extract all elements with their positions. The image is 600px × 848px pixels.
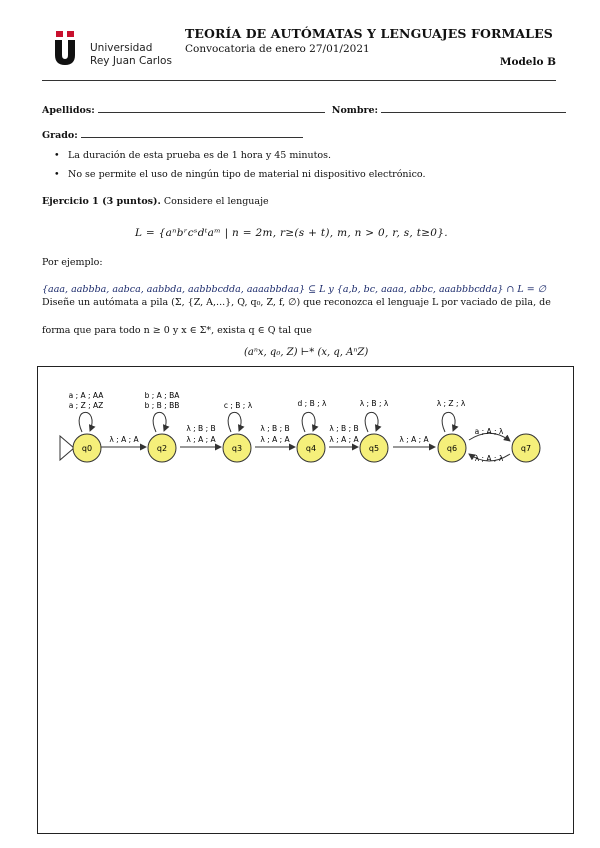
state-label: q3 [231, 444, 243, 453]
loop-label: λ ; B ; λ [359, 399, 389, 408]
design-instruction: Diseñe un autómata a pila (Σ, {Z, A,...}, Q, q₀, Z, f, ∅) que reconozca el lenguaje L por vaciado de pila, de [42, 297, 551, 308]
example-sets: {aaa, aabbba, aabca, aabbda, aabbbcdda, aaaabbdaa} ⊆ L y {a,b, bc, aaaa, abbc, aaabbbcdda} ∩ L = ∅ [42, 284, 546, 295]
edge-label: λ ; B ; B [186, 424, 216, 433]
grado-label: Grado: [42, 130, 78, 141]
state-q7[interactable] [512, 434, 540, 462]
loop-q5 [365, 412, 378, 432]
loop-q0 [79, 412, 92, 432]
nombre-label: Nombre: [331, 105, 379, 116]
edge-label: λ ; A ; A [329, 435, 359, 444]
state-q4[interactable] [297, 434, 325, 462]
exam-date: Convocatoria de enero 27/01/2021 [185, 43, 370, 55]
edge-label: λ ; A ; A [109, 435, 139, 444]
apellidos-label: Apellidos: [42, 105, 95, 116]
derivation-formula: (aⁿx, q₀, Z) ⊢* (x, q, AⁿZ) [244, 347, 369, 358]
edge-label: λ ; A ; A [260, 435, 290, 444]
state-q2[interactable] [148, 434, 176, 462]
university-line-1: Universidad [90, 42, 153, 54]
university-line-2: Rey Juan Carlos [90, 55, 172, 67]
exam-model: Modelo B [499, 56, 556, 68]
rule-item: • La duración de esta prueba es de 1 hora y 45 minutos. [48, 150, 548, 161]
loop-q3 [228, 412, 241, 432]
edge-label: λ ; A ; λ [474, 454, 504, 463]
loop-label: λ ; Z ; λ [436, 399, 466, 408]
loop-label: b ; A ; BA [144, 391, 180, 400]
state-label: q5 [368, 444, 380, 453]
edge-label: λ ; A ; A [186, 435, 216, 444]
loop-q2 [153, 412, 166, 432]
loop-label: a ; Z ; AZ [68, 401, 104, 410]
edge-label: λ ; B ; B [329, 424, 359, 433]
loop-q4 [302, 412, 315, 432]
edge-label: λ ; A ; A [399, 435, 429, 444]
state-label: q0 [81, 444, 93, 453]
initial-state-arrow [60, 436, 74, 460]
loop-label: b ; B ; BB [144, 401, 180, 410]
rule-item: • No se permite el uso de ningún tipo de material ni dispositivo electrónico. [48, 169, 548, 180]
por-ejemplo-label: Por ejemplo: [42, 257, 103, 268]
state-q0[interactable] [73, 434, 101, 462]
exercise-intro-text: Considere el lenguaje [163, 196, 269, 207]
state-label: q4 [305, 444, 317, 453]
state-label: q7 [520, 444, 532, 453]
state-label: q2 [156, 444, 168, 453]
exam-title: TEORÍA DE AUTÓMATAS Y LENGUAJES FORMALES [185, 26, 553, 41]
language-formula: L = {aⁿbʳcˢdᵗaᵐ | n = 2m, r≥(s + t), m, n > 0, r, s, t≥0}. [135, 227, 448, 239]
condition-text: forma que para todo n ≥ 0 y x ∈ Σ*, exista q ∈ Q tal que [42, 325, 312, 336]
state-q6[interactable] [438, 434, 466, 462]
loop-label: c ; B ; λ [223, 401, 253, 410]
exercise-heading: Ejercicio 1 (3 puntos). [42, 196, 161, 207]
loop-label: d ; B ; λ [297, 399, 327, 408]
edge-label: λ ; B ; B [260, 424, 290, 433]
loop-q6 [442, 412, 455, 432]
state-q5[interactable] [360, 434, 388, 462]
state-label: q6 [446, 444, 458, 453]
edge-label: a ; A ; λ [474, 427, 504, 436]
state-q3[interactable] [223, 434, 251, 462]
loop-label: a ; A ; AA [68, 391, 104, 400]
